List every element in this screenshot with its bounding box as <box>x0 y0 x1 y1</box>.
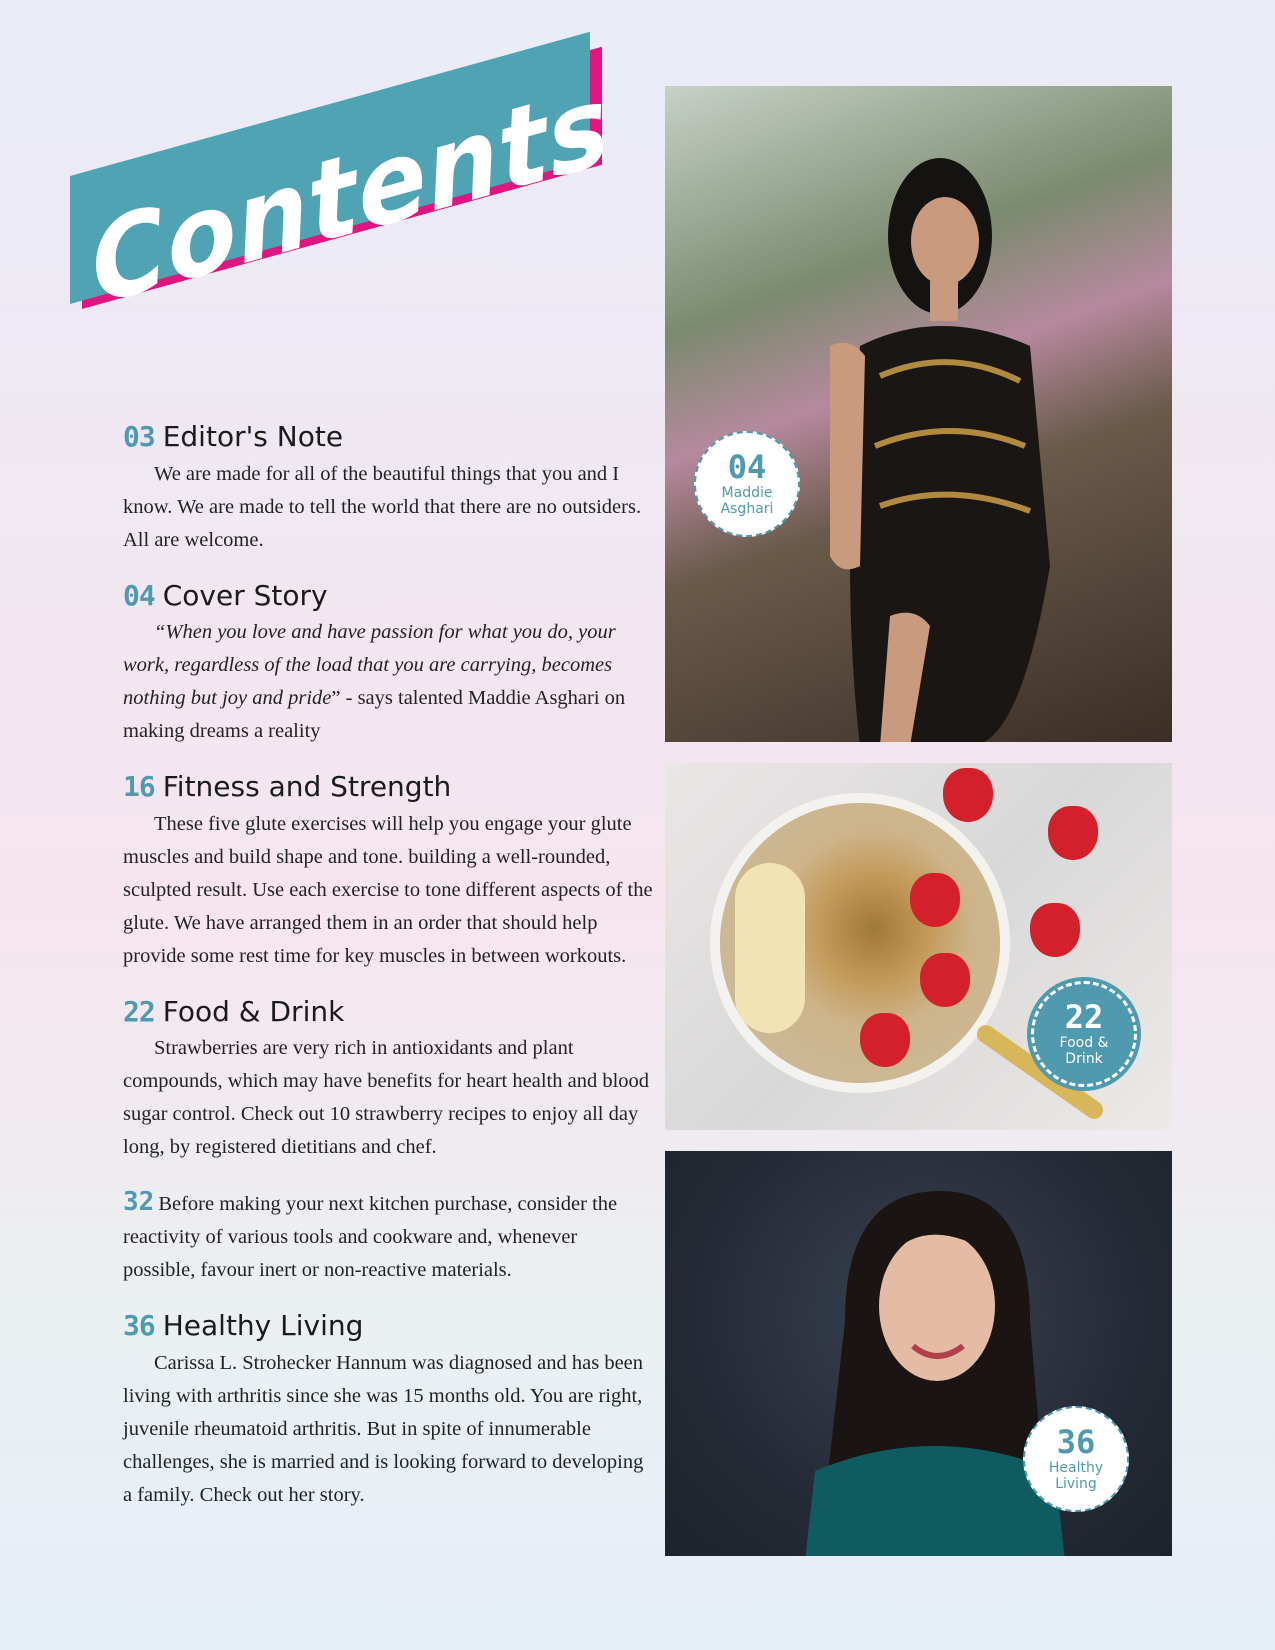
entry-summary <box>123 616 653 748</box>
badge-label-line1: Food & <box>1059 1034 1109 1051</box>
smiling-woman-portrait-illustration <box>805 1171 1065 1556</box>
entry-quote: “When you love and have passion for what you do, your work, regardless of the load that you are carrying, becomes nothing but joy and pride <box>123 621 616 710</box>
banana-slices <box>735 863 805 1033</box>
badge-number: 36 <box>1056 1422 1096 1461</box>
table-of-contents <box>123 420 653 1534</box>
toc-entry-editors-note[interactable] <box>123 420 653 557</box>
badge-label-line1: Healthy <box>1048 1459 1104 1476</box>
cover-story-photo[interactable] <box>665 86 1172 742</box>
badge-label-line2: Living <box>1055 1476 1097 1492</box>
badge-label-line2: Drink <box>1065 1051 1103 1067</box>
toc-entry-food-drink[interactable] <box>123 995 653 1165</box>
food-drink-photo[interactable] <box>665 763 1172 1130</box>
page-number: 04 <box>123 578 155 612</box>
healthy-living-badge <box>1023 1406 1129 1512</box>
food-drink-badge <box>1031 981 1137 1087</box>
page-number: 36 <box>123 1309 155 1343</box>
entry-title: Food & Drink <box>162 994 345 1028</box>
entry-heading <box>123 420 653 454</box>
entry-heading <box>123 770 653 804</box>
woman-in-black-dress-illustration <box>820 146 1080 742</box>
toc-entry-kitchen[interactable] <box>123 1186 653 1287</box>
smoothie-bowl-image <box>710 793 1010 1093</box>
badge-number: 04 <box>727 447 767 486</box>
entry-summary: These five glute exercises will help you engage your glute muscles and build shape and tone. building a well-rounded, sculpted result. Use each exercise to tone different aspects of the glute. We have arranged them in an order that should help provide some rest time for key muscles in between workouts. <box>123 812 653 967</box>
entry-summary: Strawberries are very rich in antioxidants and plant compounds, which may have benefits for heart health and blood sugar control. Check out 10 strawberry recipes to enjoy all day long, by registered dietitians and chef. <box>123 1037 650 1159</box>
entry-summary <box>123 1186 653 1287</box>
badge-label-line1: Maddie <box>721 484 773 501</box>
entry-heading <box>123 579 653 613</box>
page-number: 22 <box>123 994 155 1028</box>
strawberry-icon <box>1030 903 1080 957</box>
cover-story-badge <box>694 431 800 537</box>
entry-title: Healthy Living <box>162 1309 364 1343</box>
strawberry-icon <box>910 873 960 927</box>
entry-text: Before making your next kitchen purchase, consider the reactivity of various tools and cookware and, whenever possible, favour inert or non-reactive materials. <box>123 1193 618 1282</box>
entry-quote-attribution: ” - says talented Maddie Asghari on making dreams a reality <box>123 687 626 743</box>
healthy-living-photo[interactable] <box>665 1151 1172 1556</box>
toc-entry-fitness[interactable] <box>123 770 653 973</box>
toc-entry-cover-story[interactable] <box>123 579 653 749</box>
entry-heading <box>123 1309 653 1343</box>
page-number: 32 <box>123 1187 155 1218</box>
entry-title: Cover Story <box>162 578 328 612</box>
badge-number: 22 <box>1064 997 1104 1036</box>
page-title: Contents <box>83 58 617 331</box>
entry-summary: We are made for all of the beautiful things that you and I know. We are made to tell the world that there are no outsiders. All are welcome. <box>123 462 642 551</box>
badge-label-line2: Asghari <box>720 501 774 517</box>
toc-entry-healthy-living[interactable] <box>123 1309 653 1512</box>
strawberry-icon <box>920 953 970 1007</box>
strawberry-icon <box>943 768 993 822</box>
page-number: 03 <box>123 420 155 453</box>
entry-title: Fitness and Strength <box>162 770 452 804</box>
contents-banner <box>62 58 622 346</box>
entry-summary: Carissa L. Strohecker Hannum was diagnosed and has been living with arthritis since she was 15 months old. You are right, juvenile rheumatoid arthritis. But in spite of innumerable challenges, she is married and is looking forward to developing a family. Check out her story. <box>123 1351 644 1506</box>
strawberry-icon <box>1048 806 1098 860</box>
page-number: 16 <box>123 770 155 804</box>
entry-title: Editor's Note <box>162 420 344 453</box>
entry-heading <box>123 995 653 1029</box>
strawberry-icon <box>860 1013 910 1067</box>
